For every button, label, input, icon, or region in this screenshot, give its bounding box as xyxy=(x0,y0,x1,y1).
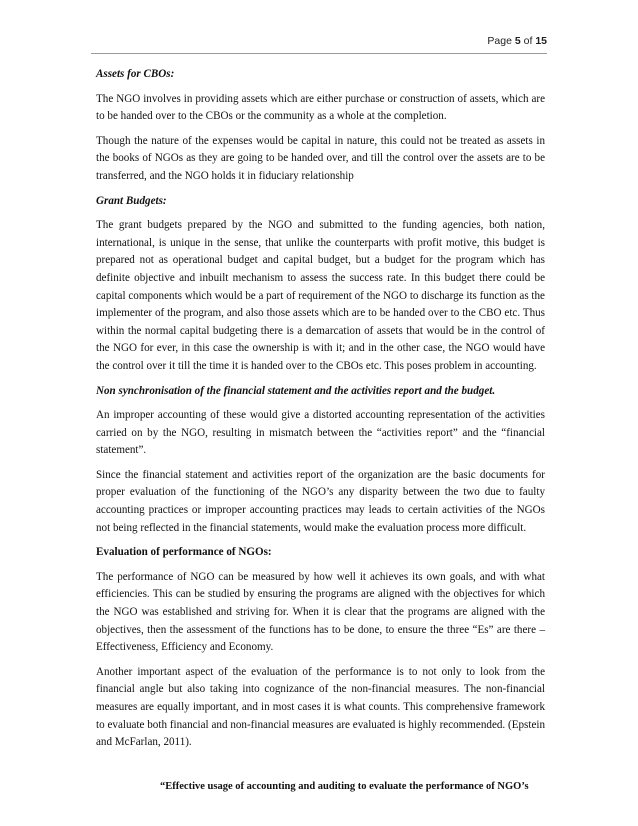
paragraph: Since the financial statement and activities report of the organization are the basic documents for proper evaluation of the functioning of the NGO’s any disparity between the two due to faulty accounting practices or improper accounting practices may leads to certain activities of the NGOs not being reflected in the financial statements, would make the evaluation process more difficult. xyxy=(96,468,545,534)
paragraph: The NGO involves in providing assets which are either purchase or construction of assets, which are to be handed over to the CBOs or the community as a whole at the completion. xyxy=(96,92,545,123)
header-divider xyxy=(91,53,547,54)
document-body xyxy=(96,66,545,759)
paragraph: An improper accounting of these would give a distorted accounting representation of the activities carried on by the NGO, resulting in mismatch between the “activities report” and the “financial statement”. xyxy=(96,409,545,457)
paragraph: The performance of NGO can be measured by how well it achieves its own goals, and with what efficiencies. This can be studied by ensuring the programs are aligned with the objectives for which the NGO was established and striving for. When it is clear that the programs are aligned with the objectives, then the assessment of the functions has to be done, to ensure the three “Es” are there – Effectiveness, Efficiency and Economy. xyxy=(96,570,545,654)
paragraph: Another important aspect of the evaluation of the performance is to not only to look from the financial angle but also taking into cognizance of the non-financial measures. The non-financial measures are equally important, and in most cases it is what counts. This comprehensive framework to evaluate both financial and non-financial measures are evaluated is highly recommended. (Epstein and McFarlan, 2011). xyxy=(96,665,545,749)
section-heading-non-synchronisation: Non synchronisation of the financial statement and the activities report and the budget. xyxy=(96,384,496,397)
section-heading-evaluation-of-performance: Evaluation of performance of NGOs: xyxy=(96,546,272,559)
page-number xyxy=(487,35,547,47)
page-of: of xyxy=(520,35,536,47)
footer-title: “Effective usage of accounting and auditing to evaluate the performance of NGO’s xyxy=(160,781,529,792)
page-prefix: Page xyxy=(487,35,515,47)
paragraph: Though the nature of the expenses would be capital in nature, this could not be treated as assets in the books of NGOs as they are going to be handed over, and till the control over the assets are to be transferred, and the NGO holds it in fiduciary relationship xyxy=(96,134,545,182)
section-heading-assets-for-cbos: Assets for CBOs: xyxy=(96,68,175,80)
paragraph: The grant budgets prepared by the NGO and submitted to the funding agencies, both nation, international, is unique in the sense, that unlike the counterparts with profit motive, this budget is prepared not as operational budget and capital budget, but a budget for the program which has definite objective and inbuilt mechanism to assess the success rate. In this budget there could be capital components which would be a part of requirement of the NGO to discharge its function as the implementer of the program, and also those assets which are to be handed over to the CBO etc. Thus within the normal capital budgeting there is a demarcation of assets that would be in the control of the NGO for ever, in this case the ownership is with it; and in the other case, the NGO would have the control over it till the time it is handed over to the CBOs etc. This poses problem in accounting. xyxy=(96,219,545,372)
section-heading-grant-budgets: Grant Budgets: xyxy=(96,194,167,207)
page-total: 15 xyxy=(535,35,547,47)
page-current: 5 xyxy=(514,35,521,47)
